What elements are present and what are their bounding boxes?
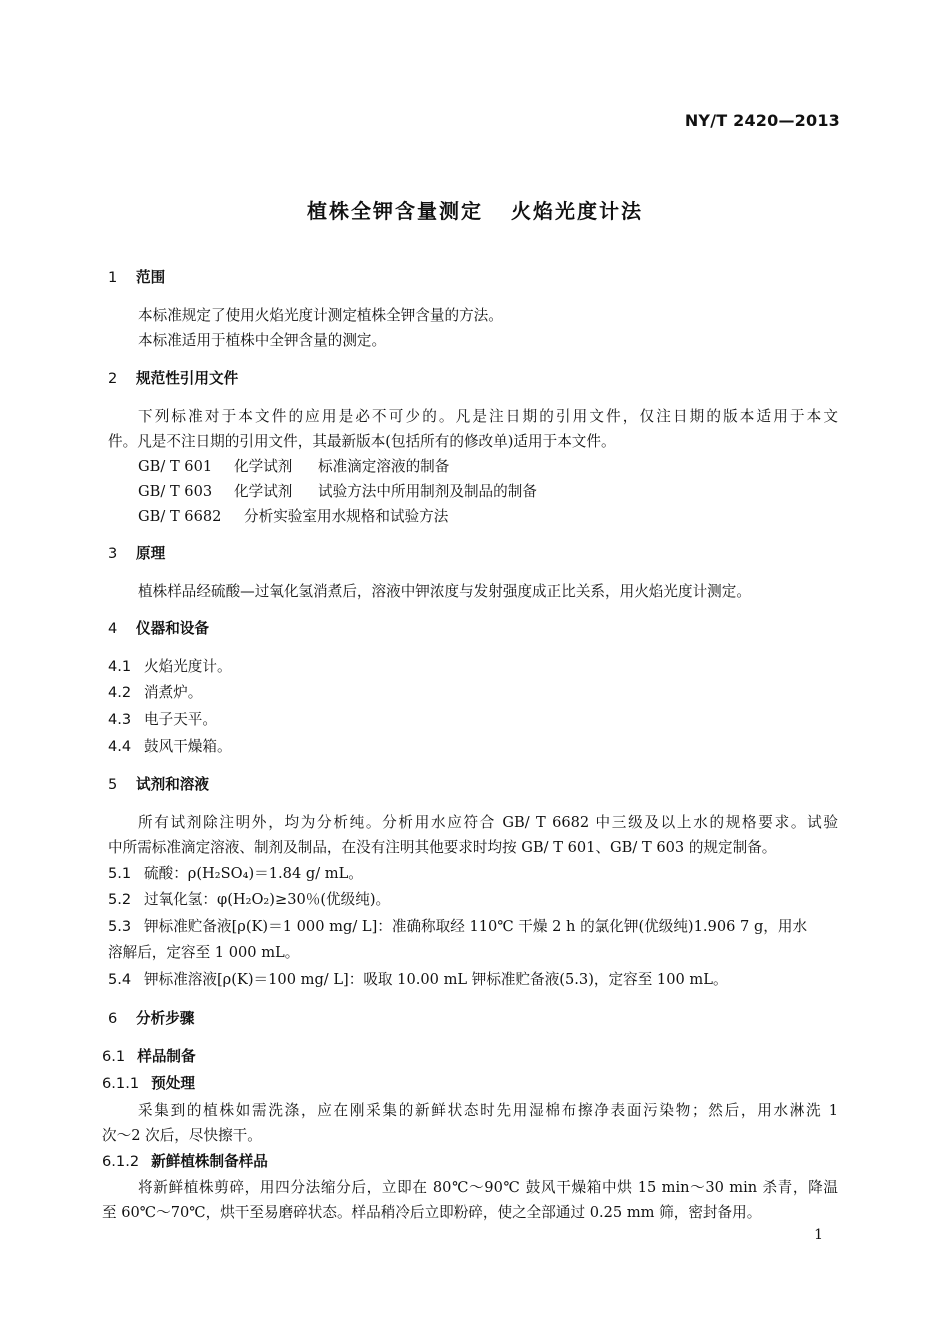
reagent-item: 5.2 过氧化氢：φ(H₂O₂)≥30％(优级纯)。 (108, 891, 391, 908)
equipment-item: 4.4 鼓风干燥箱。 (108, 738, 232, 755)
subsection-6-1-heading: 6.1 样品制备 (102, 1048, 196, 1065)
section-1-heading: 1 范围 (108, 269, 166, 286)
subsection-6-1-1-para-line-1: 采集到的植株如需洗涤，应在刚采集的新鲜状态时先用湿棉布擦净表面污染物；然后，用水淋洗 1 (138, 1102, 838, 1119)
section-5-para-line-1: 所有试剂除注明外，均为分析纯。分析用水应符合 GB/ T 6682 中三级及以上水的规格要求。试验 (138, 814, 838, 831)
reagent-item-continuation: 溶解后，定容至 1 000 mL。 (108, 944, 300, 961)
standard-code: NY/T 2420—2013 (684, 111, 840, 130)
reference-item: GB/ T 603 化学试剂 试验方法中所用制剂及制品的制备 (138, 483, 537, 500)
equipment-item: 4.1 火焰光度计。 (108, 658, 232, 675)
title-part-1: 植株全钾含量测定 (307, 199, 483, 223)
subsection-6-1-2-heading: 6.1.2 新鲜植株制备样品 (102, 1153, 268, 1170)
section-2-para-line-1: 下列标准对于本文件的应用是必不可少的。凡是注日期的引用文件，仅注日期的版本适用于本文 (138, 408, 838, 425)
subsection-6-1-1-heading: 6.1.1 预处理 (102, 1075, 195, 1092)
subsection-6-1-2-para-line-1: 将新鲜植株剪碎，用四分法缩分后，立即在 80℃～90℃ 鼓风干燥箱中烘 15 min～30 min 杀青，降温 (138, 1179, 838, 1196)
page-number: 1 (814, 1227, 823, 1243)
section-2-heading: 2 规范性引用文件 (108, 370, 239, 387)
reagent-item: 5.1 硫酸：ρ(H₂SO₄)＝1.84 g/ mL。 (108, 865, 363, 882)
equipment-item: 4.3 电子天平。 (108, 711, 217, 728)
section-5-heading: 5 试剂和溶液 (108, 776, 209, 793)
section-3-para: 植株样品经硫酸—过氧化氢消煮后，溶液中钾浓度与发射强度成正比关系，用火焰光度计测定。 (138, 583, 751, 600)
section-1-para-2: 本标准适用于植株中全钾含量的测定。 (138, 332, 387, 349)
section-1-para-1: 本标准规定了使用火焰光度计测定植株全钾含量的方法。 (138, 307, 503, 324)
reference-item: GB/ T 601 化学试剂 标准滴定溶液的制备 (138, 458, 450, 475)
subsection-6-1-1-para-line-2: 次～2 次后，尽快擦干。 (102, 1127, 262, 1144)
section-3-heading: 3 原理 (108, 545, 166, 562)
subsection-6-1-2-para-line-2: 至 60℃～70℃，烘干至易磨碎状态。样品稍冷后立即粉碎，使之全部通过 0.25 mm 筛，密封备用。 (102, 1204, 762, 1221)
section-6-heading: 6 分析步骤 (108, 1010, 195, 1027)
section-2-para-line-2: 件。凡是不注日期的引用文件，其最新版本(包括所有的修改单)适用于本文件。 (108, 433, 616, 450)
section-5-para-line-2: 中所需标准滴定溶液、制剂及制品，在没有注明其他要求时均按 GB/ T 601、GB/ T 603 的规定制备。 (108, 839, 777, 856)
reagent-item: 5.4 钾标准溶液[ρ(K)＝100 mg/ L]：吸取 10.00 mL 钾标准贮备液(5.3)，定容至 100 mL。 (108, 971, 728, 988)
reference-item: GB/ T 6682 分析实验室用水规格和试验方法 (138, 508, 449, 525)
section-4-heading: 4 仪器和设备 (108, 620, 209, 637)
title-part-2: 火焰光度计法 (511, 199, 643, 223)
equipment-item: 4.2 消煮炉。 (108, 684, 203, 701)
reagent-item: 5.3 钾标准贮备液[ρ(K)＝1 000 mg/ L]：准确称取经 110℃ 干燥 2 h 的氯化钾(优级纯)1.906 7 g，用水 (108, 918, 808, 935)
document-title (0, 195, 950, 224)
